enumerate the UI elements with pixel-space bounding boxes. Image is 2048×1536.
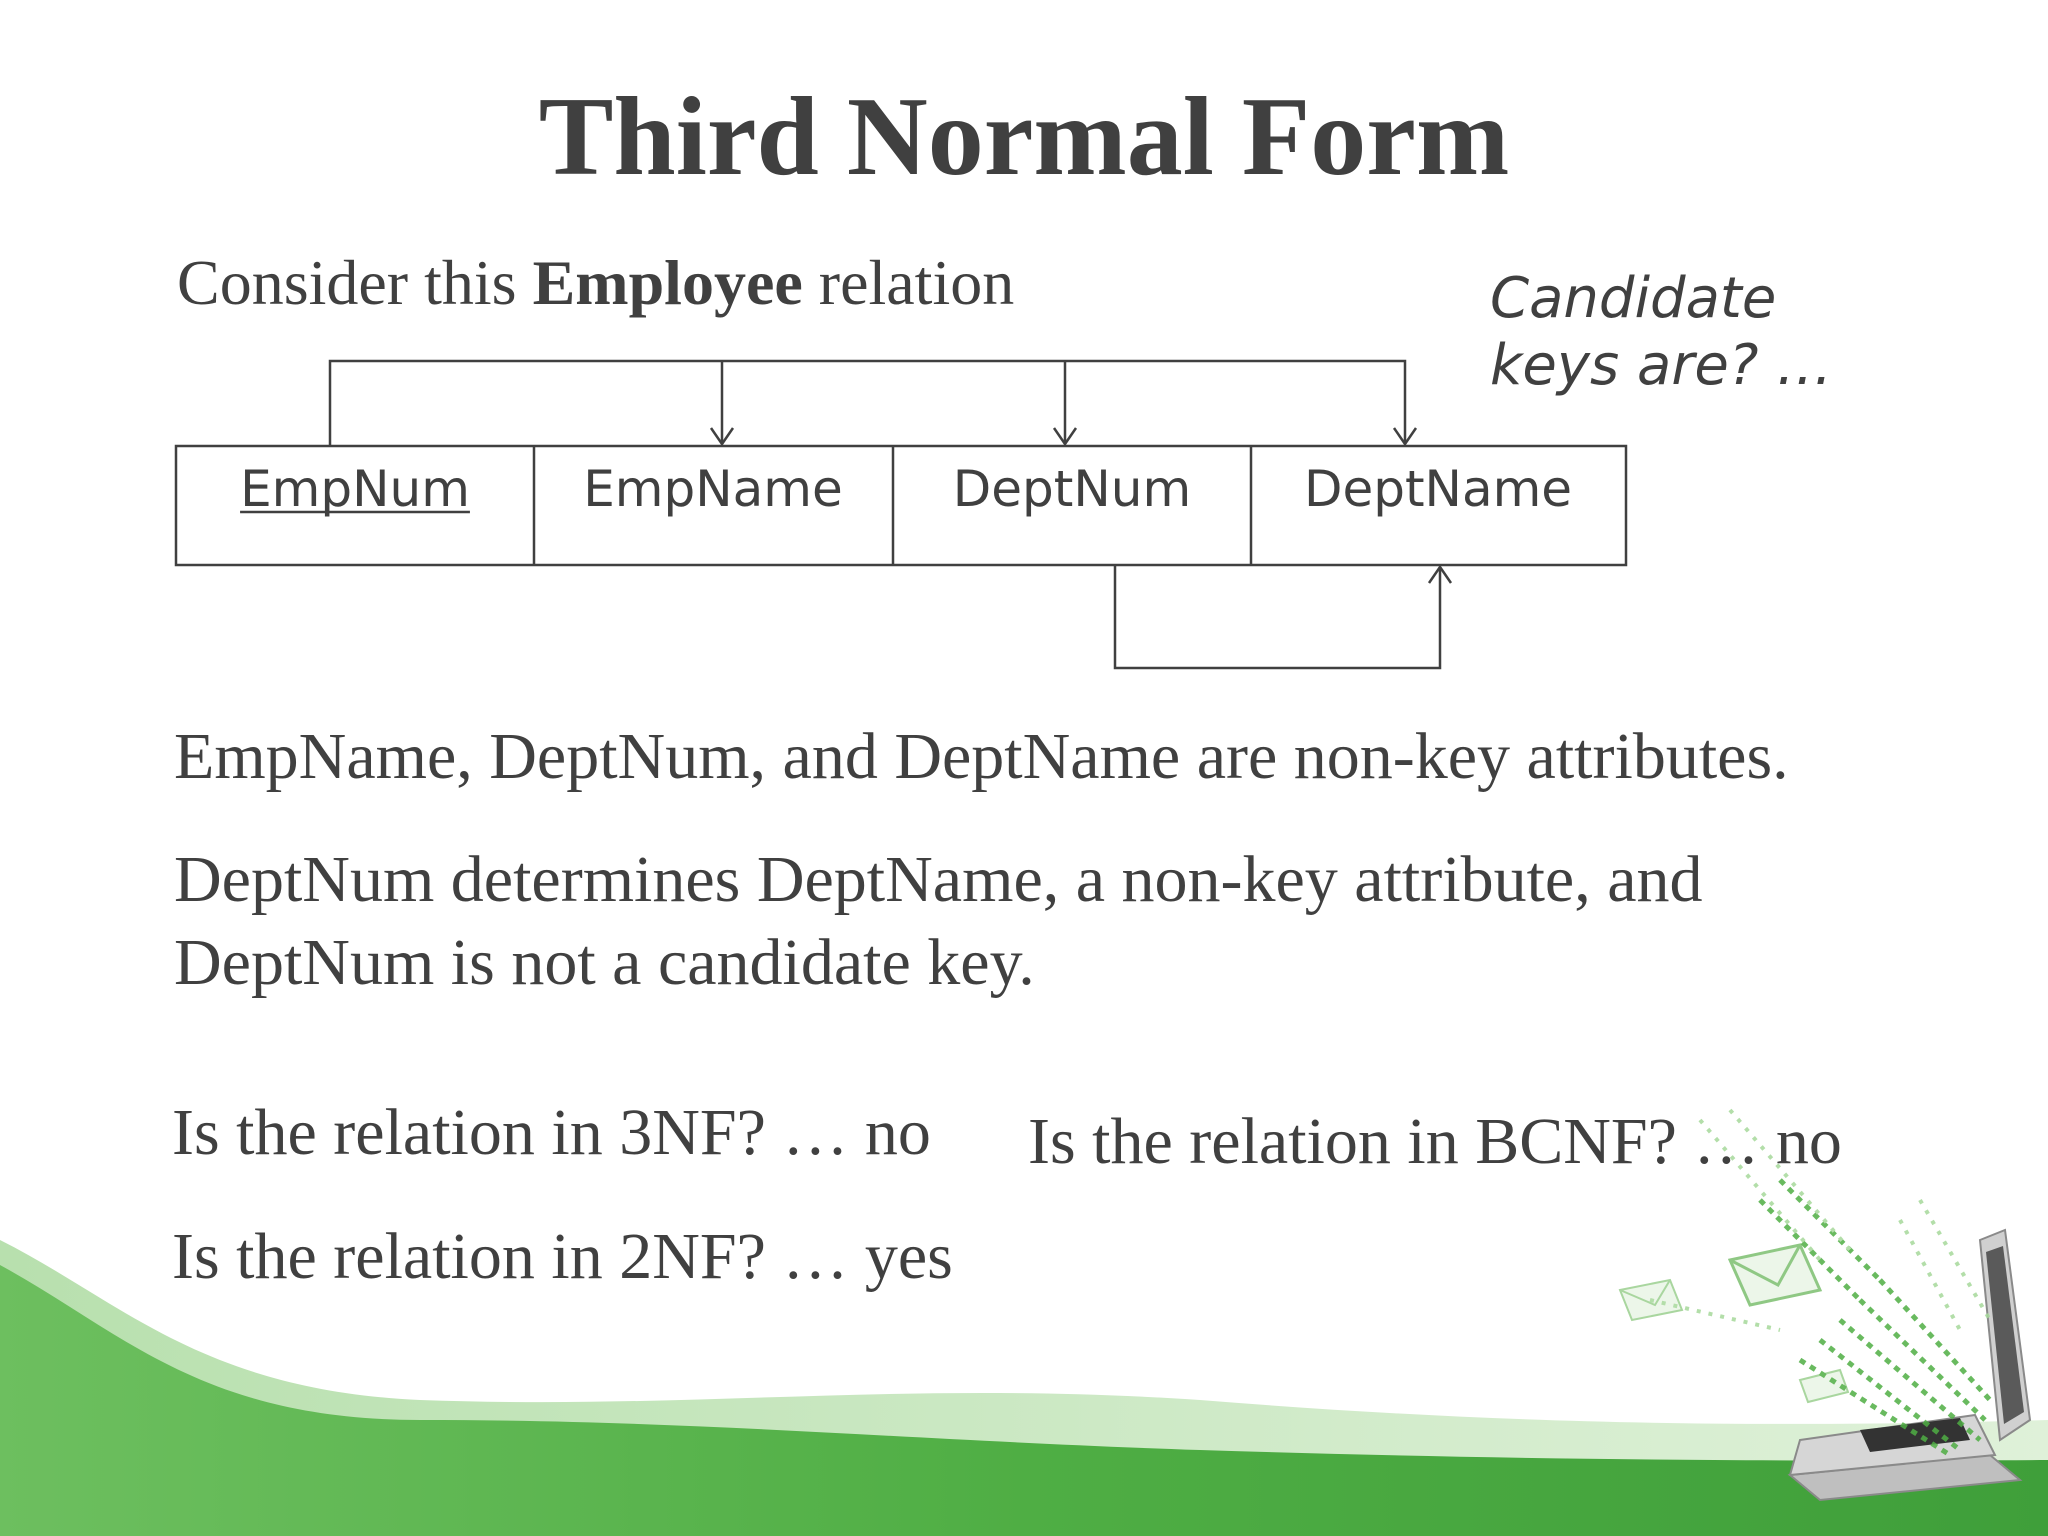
statement-transitive-line2: DeptNum is not a candidate key.	[174, 926, 1035, 999]
candidate-keys-note	[1490, 265, 1832, 399]
question-3nf: Is the relation in 3NF? … no	[172, 1096, 931, 1169]
intro-text	[177, 245, 1014, 322]
attribute-deptname: DeptName	[1303, 460, 1573, 518]
attribute-deptnum: DeptNum	[952, 460, 1192, 518]
intro-suffix: relation	[802, 247, 1015, 318]
question-2nf: Is the relation in 2NF? … yes	[172, 1220, 953, 1293]
statement-nonkey: EmpName, DeptNum, and DeptName are non-key attributes.	[174, 720, 1789, 793]
intro-relation-name: Employee	[532, 247, 803, 318]
question-bcnf: Is the relation in BCNF? … no	[1028, 1105, 1842, 1178]
attribute-empnum: EmpNum	[240, 460, 470, 518]
intro-prefix: Consider this	[177, 247, 533, 318]
candidate-keys-line1: Candidate	[1490, 266, 1777, 331]
statement-transitive-line1: DeptNum determines DeptName, a non-key attribute, and	[174, 843, 1703, 916]
candidate-keys-line2: keys are? …	[1490, 333, 1833, 399]
attribute-empname: EmpName	[583, 460, 843, 518]
slide-title: Third Normal Form	[538, 75, 1510, 199]
